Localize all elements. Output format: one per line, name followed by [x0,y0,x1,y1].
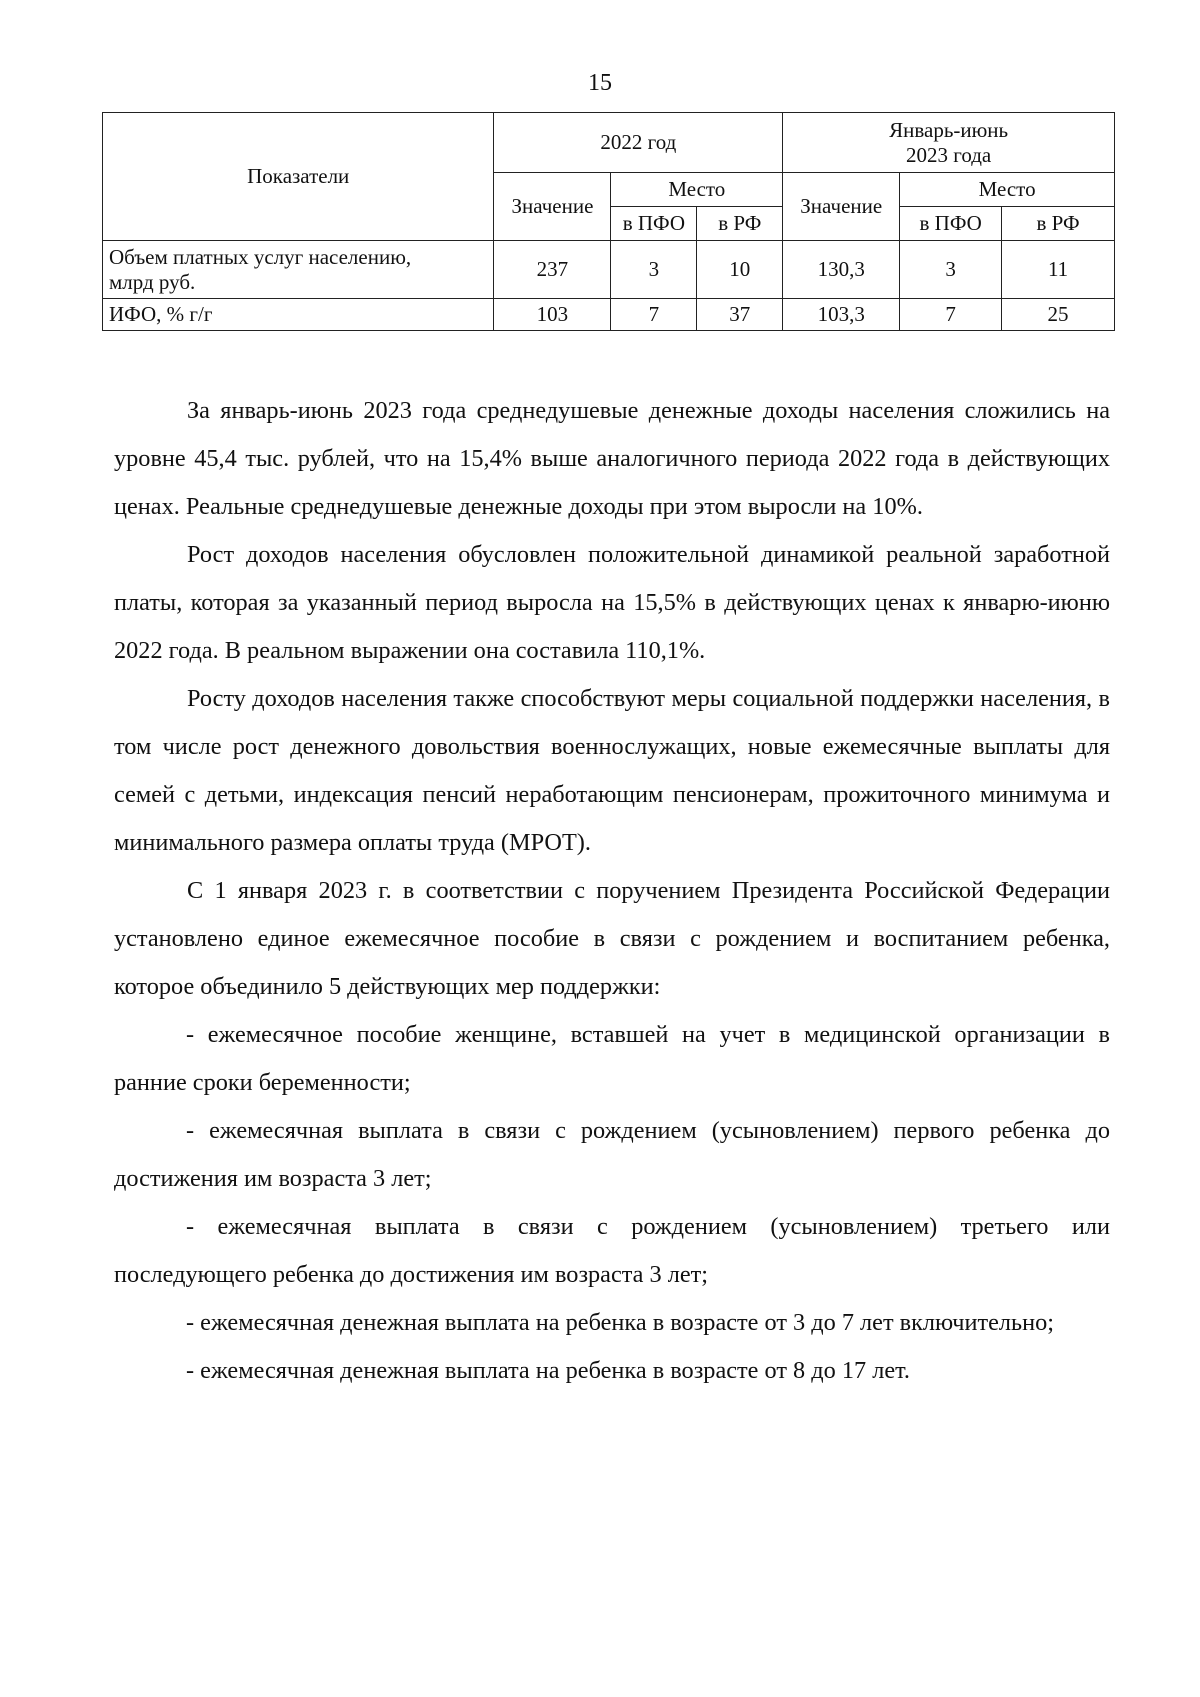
cell-rf-2023: 25 [1002,299,1115,331]
list-item: - ежемесячная выплата в связи с рождением (усыновлением) третьего или последующего ребенка до достижения им возраста 3 лет; [114,1213,1110,1288]
header-pfo-2023: в ПФО [900,207,1002,241]
cell-pfo-2022: 3 [611,241,697,299]
body-text [114,387,1110,1395]
paragraph-unified-allowance: С 1 января 2023 г. в соответствии с поручением Президента Российской Федерации установлено единое ежемесячное пособие в связи с рождением и воспитанием ребенка, которое объединило 5 действующих мер поддержки: [114,877,1110,1000]
header-indicators: Показатели [103,113,494,241]
header-value-2022: Значение [494,173,611,241]
header-rf-2023: в РФ [1002,207,1115,241]
row-label-line2: млрд руб. [109,269,196,294]
cell-pfo-2023: 3 [900,241,1002,299]
header-period-line2: 2023 года [906,142,992,167]
table-row [103,299,1115,331]
paragraph-income: За январь-июнь 2023 года среднедушевые денежные доходы населения сложились на уровне 45,4 тыс. рублей, что на 15,4% выше аналогичного периода 2022 года в действующих ценах. Реальные среднедушевые денежные доходы при этом выросли на 10%. [114,397,1110,520]
cell-rf-2023: 11 [1002,241,1115,299]
cell-pfo-2023: 7 [900,299,1002,331]
cell-value-2022: 237 [494,241,611,299]
cell-rf-2022: 37 [697,299,783,331]
header-period-2023 [783,113,1115,173]
row-label: ИФО, % г/г [103,299,494,331]
header-pfo-2022: в ПФО [611,207,697,241]
list-item: - ежемесячная выплата в связи с рождением (усыновлением) первого ребенка до достижения им возраста 3 лет; [114,1117,1110,1192]
table-header-row [103,113,1115,173]
header-period-line1: Январь-июнь [889,118,1009,143]
paragraph-support-measures: Росту доходов населения также способствуют меры социальной поддержки населения, в том числе рост денежного довольствия военнослужащих, новые ежемесячные выплаты для семей с детьми, индексация пенсий неработающим пенсионерам, прожиточного минимума и минимального размера оплаты труда (МРОТ). [114,685,1110,856]
list-item: - ежемесячная денежная выплата на ребенка в возрасте от 3 до 7 лет включительно; [186,1309,1055,1336]
header-value-2023: Значение [783,173,900,241]
indicators-table [102,112,1115,331]
paragraph-wages: Рост доходов населения обусловлен положительной динамикой реальной заработной платы, которая за указанный период выросла на 15,5% в действующих ценах к январю-июню 2022 года. В реальном выражении она составила 110,1%. [114,541,1110,664]
table-row [103,241,1115,299]
header-year-2022: 2022 год [494,113,783,173]
page-number: 15 [588,70,612,96]
cell-value-2022: 103 [494,299,611,331]
cell-rf-2022: 10 [697,241,783,299]
header-place-2023: Место [900,173,1115,207]
cell-value-2023: 130,3 [783,241,900,299]
row-label [103,241,494,299]
list-item: - ежемесячная денежная выплата на ребенка в возрасте от 8 до 17 лет. [186,1357,910,1384]
header-place-2022: Место [611,173,783,207]
list-item: - ежемесячное пособие женщине, вставшей на учет в медицинской организации в ранние сроки беременности; [114,1021,1110,1096]
header-rf-2022: в РФ [697,207,783,241]
cell-pfo-2022: 7 [611,299,697,331]
cell-value-2023: 103,3 [783,299,900,331]
row-label-line1: Объем платных услуг населению, [109,245,412,270]
